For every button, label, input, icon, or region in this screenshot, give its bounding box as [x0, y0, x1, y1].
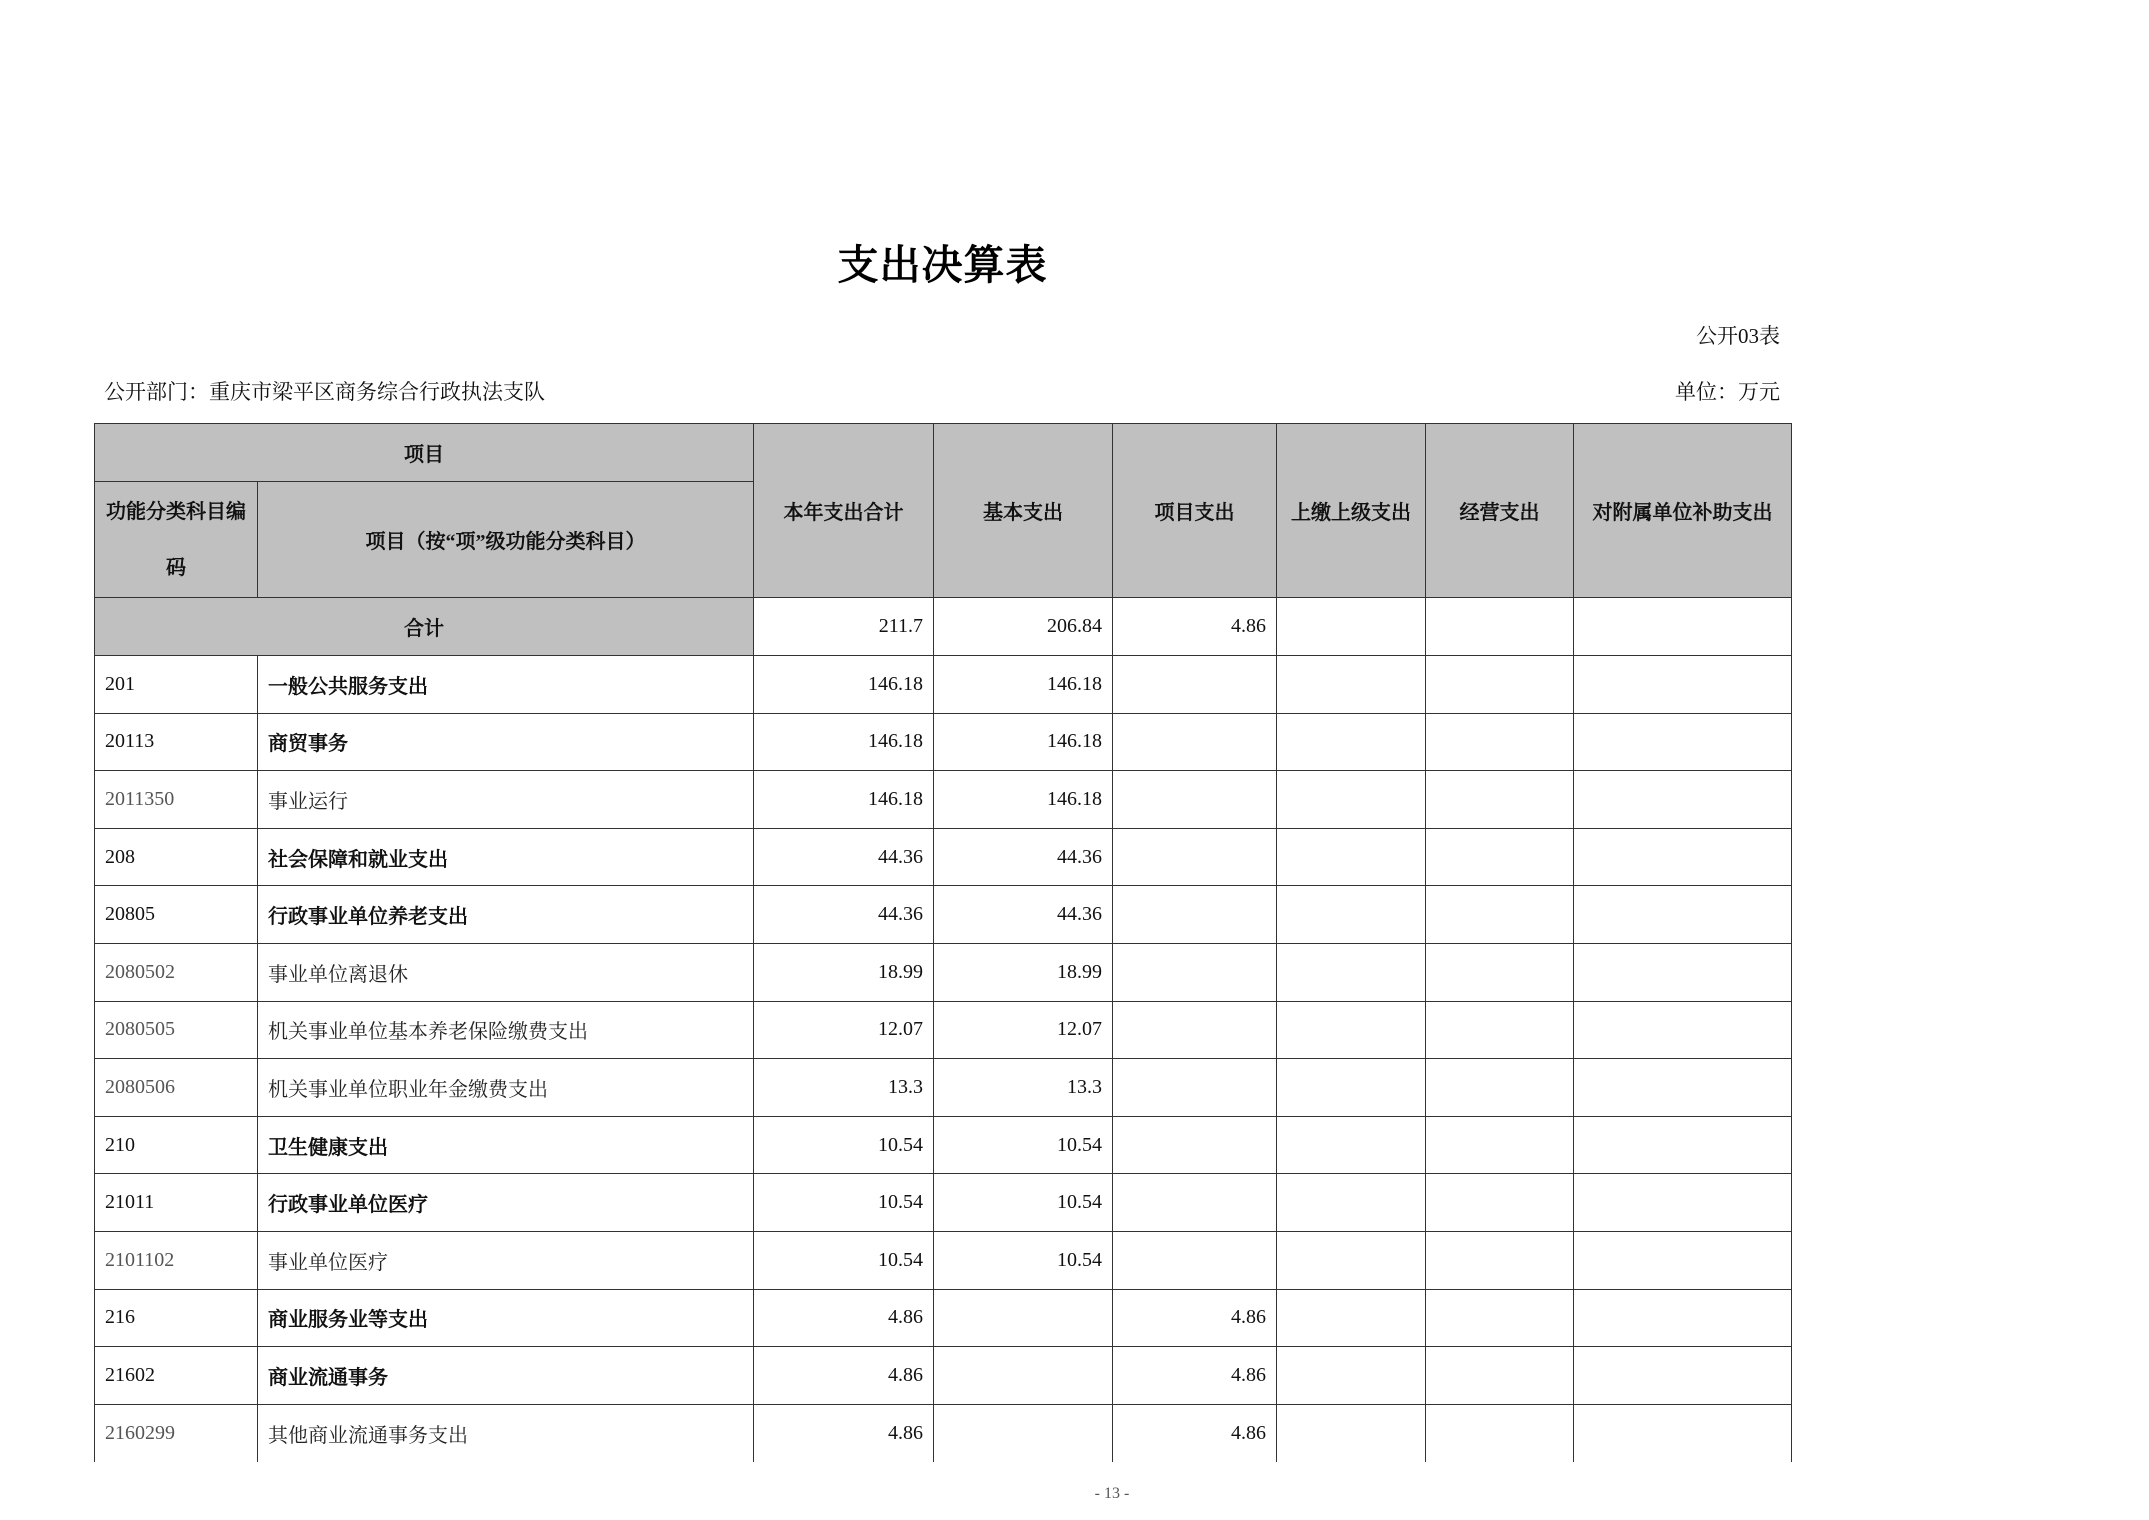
- page-number: - 13 -: [1094, 1485, 1130, 1502]
- upper-cell: [1277, 1174, 1426, 1232]
- business-cell: [1426, 1347, 1574, 1405]
- table-header: [95, 424, 1792, 598]
- total-cell: 146.18: [754, 771, 934, 829]
- basic-cell: 10.54: [934, 1231, 1113, 1289]
- subsidy-cell: [1574, 1231, 1792, 1289]
- total-cell: 10.54: [754, 1231, 934, 1289]
- table-row: [95, 886, 1792, 944]
- table-row: [95, 1289, 1792, 1347]
- project-cell: [1113, 1059, 1277, 1117]
- business-cell: [1426, 1404, 1574, 1462]
- business-cell: [1426, 1289, 1574, 1347]
- business-cell: [1426, 713, 1574, 771]
- summary-subsidy: [1574, 598, 1792, 656]
- code-cell: 2101102: [95, 1231, 258, 1289]
- table-row: [95, 1001, 1792, 1059]
- name-cell: 社会保障和就业支出: [258, 828, 754, 886]
- subsidy-cell: [1574, 1001, 1792, 1059]
- summary-project: 4.86: [1113, 598, 1277, 656]
- subsidy-cell: [1574, 1059, 1792, 1117]
- total-cell: 13.3: [754, 1059, 934, 1117]
- project-cell: 4.86: [1113, 1404, 1277, 1462]
- data-rows: [95, 656, 1792, 1462]
- summary-upper: [1277, 598, 1426, 656]
- header-item-group: 项目: [95, 424, 754, 482]
- basic-cell: 13.3: [934, 1059, 1113, 1117]
- expenditure-table: [94, 423, 1792, 1462]
- basic-cell: [934, 1289, 1113, 1347]
- basic-cell: [934, 1404, 1113, 1462]
- upper-cell: [1277, 828, 1426, 886]
- upper-cell: [1277, 1059, 1426, 1117]
- subsidy-cell: [1574, 1404, 1792, 1462]
- total-cell: 4.86: [754, 1347, 934, 1405]
- business-cell: [1426, 771, 1574, 829]
- unit-label: 单位：万元: [1675, 380, 1780, 404]
- header-row: [95, 424, 1792, 482]
- total-cell: 10.54: [754, 1116, 934, 1174]
- table-row: [95, 1059, 1792, 1117]
- name-cell: 行政事业单位养老支出: [258, 886, 754, 944]
- subsidy-cell: [1574, 828, 1792, 886]
- subsidy-cell: [1574, 771, 1792, 829]
- table-row: [95, 1116, 1792, 1174]
- table-row: [95, 943, 1792, 1001]
- upper-cell: [1277, 1289, 1426, 1347]
- business-cell: [1426, 1174, 1574, 1232]
- total-cell: 146.18: [754, 713, 934, 771]
- summary-body: [95, 598, 1792, 656]
- subsidy-cell: [1574, 713, 1792, 771]
- basic-cell: 44.36: [934, 886, 1113, 944]
- code-cell: 2160299: [95, 1404, 258, 1462]
- name-cell: 机关事业单位职业年金缴费支出: [258, 1059, 754, 1117]
- table-row: [95, 1174, 1792, 1232]
- total-cell: 10.54: [754, 1174, 934, 1232]
- table-row: [95, 1231, 1792, 1289]
- code-cell: 2080505: [95, 1001, 258, 1059]
- header-code: 功能分类科目编码: [95, 482, 258, 598]
- project-cell: [1113, 656, 1277, 714]
- upper-cell: [1277, 1116, 1426, 1174]
- code-cell: 216: [95, 1289, 258, 1347]
- business-cell: [1426, 656, 1574, 714]
- header-name: 项目（按“项”级功能分类科目）: [258, 482, 754, 598]
- subsidy-cell: [1574, 886, 1792, 944]
- code-cell: 210: [95, 1116, 258, 1174]
- total-cell: 18.99: [754, 943, 934, 1001]
- subsidy-cell: [1574, 1347, 1792, 1405]
- code-cell: 2080502: [95, 943, 258, 1001]
- business-cell: [1426, 1231, 1574, 1289]
- upper-cell: [1277, 713, 1426, 771]
- summary-row: [95, 598, 1792, 656]
- name-cell: 一般公共服务支出: [258, 656, 754, 714]
- basic-cell: 146.18: [934, 771, 1113, 829]
- header-basic: 基本支出: [934, 424, 1113, 598]
- subsidy-cell: [1574, 1289, 1792, 1347]
- code-cell: 208: [95, 828, 258, 886]
- table-row: [95, 1404, 1792, 1462]
- basic-cell: 10.54: [934, 1116, 1113, 1174]
- total-cell: 4.86: [754, 1404, 934, 1462]
- name-cell: 事业单位医疗: [258, 1231, 754, 1289]
- summary-business: [1426, 598, 1574, 656]
- business-cell: [1426, 1001, 1574, 1059]
- business-cell: [1426, 828, 1574, 886]
- upper-cell: [1277, 1231, 1426, 1289]
- name-cell: 卫生健康支出: [258, 1116, 754, 1174]
- table-row: [95, 713, 1792, 771]
- basic-cell: 146.18: [934, 656, 1113, 714]
- table-row: [95, 656, 1792, 714]
- header-upper: 上缴上级支出: [1277, 424, 1426, 598]
- name-cell: 商业流通事务: [258, 1347, 754, 1405]
- business-cell: [1426, 886, 1574, 944]
- name-cell: 商业服务业等支出: [258, 1289, 754, 1347]
- code-cell: 20113: [95, 713, 258, 771]
- business-cell: [1426, 1059, 1574, 1117]
- summary-basic: 206.84: [934, 598, 1113, 656]
- header-business: 经营支出: [1426, 424, 1574, 598]
- project-cell: 4.86: [1113, 1289, 1277, 1347]
- header-total: 本年支出合计: [754, 424, 934, 598]
- code-cell: 20805: [95, 886, 258, 944]
- code-cell: 2011350: [95, 771, 258, 829]
- upper-cell: [1277, 1001, 1426, 1059]
- project-cell: [1113, 1174, 1277, 1232]
- name-cell: 事业运行: [258, 771, 754, 829]
- subsidy-cell: [1574, 1174, 1792, 1232]
- basic-cell: 146.18: [934, 713, 1113, 771]
- project-cell: [1113, 943, 1277, 1001]
- total-cell: 44.36: [754, 886, 934, 944]
- upper-cell: [1277, 771, 1426, 829]
- subsidy-cell: [1574, 943, 1792, 1001]
- form-number: 公开03表: [1696, 324, 1780, 348]
- name-cell: 其他商业流通事务支出: [258, 1404, 754, 1462]
- table-row: [95, 828, 1792, 886]
- business-cell: [1426, 1116, 1574, 1174]
- department-label: 公开部门：重庆市梁平区商务综合行政执法支队: [104, 380, 545, 404]
- upper-cell: [1277, 656, 1426, 714]
- name-cell: 机关事业单位基本养老保险缴费支出: [258, 1001, 754, 1059]
- project-cell: [1113, 1001, 1277, 1059]
- document-title: 支出决算表: [837, 242, 1048, 288]
- name-cell: 商贸事务: [258, 713, 754, 771]
- total-cell: 146.18: [754, 656, 934, 714]
- header-project: 项目支出: [1113, 424, 1277, 598]
- business-cell: [1426, 943, 1574, 1001]
- basic-cell: [934, 1347, 1113, 1405]
- project-cell: [1113, 713, 1277, 771]
- project-cell: 4.86: [1113, 1347, 1277, 1405]
- total-cell: 4.86: [754, 1289, 934, 1347]
- name-cell: 事业单位离退休: [258, 943, 754, 1001]
- code-cell: 2080506: [95, 1059, 258, 1117]
- upper-cell: [1277, 943, 1426, 1001]
- code-cell: 201: [95, 656, 258, 714]
- total-cell: 44.36: [754, 828, 934, 886]
- name-cell: 行政事业单位医疗: [258, 1174, 754, 1232]
- table-row: [95, 1347, 1792, 1405]
- code-cell: 21011: [95, 1174, 258, 1232]
- upper-cell: [1277, 886, 1426, 944]
- basic-cell: 18.99: [934, 943, 1113, 1001]
- basic-cell: 44.36: [934, 828, 1113, 886]
- project-cell: [1113, 771, 1277, 829]
- subsidy-cell: [1574, 656, 1792, 714]
- summary-total: 211.7: [754, 598, 934, 656]
- project-cell: [1113, 1116, 1277, 1174]
- basic-cell: 12.07: [934, 1001, 1113, 1059]
- subsidy-cell: [1574, 1116, 1792, 1174]
- upper-cell: [1277, 1347, 1426, 1405]
- project-cell: [1113, 828, 1277, 886]
- upper-cell: [1277, 1404, 1426, 1462]
- document-meta: [104, 378, 1780, 406]
- total-cell: 12.07: [754, 1001, 934, 1059]
- basic-cell: 10.54: [934, 1174, 1113, 1232]
- header-subsidy: 对附属单位补助支出: [1574, 424, 1792, 598]
- code-cell: 21602: [95, 1347, 258, 1405]
- summary-label: 合计: [95, 598, 754, 656]
- project-cell: [1113, 886, 1277, 944]
- table-row: [95, 771, 1792, 829]
- project-cell: [1113, 1231, 1277, 1289]
